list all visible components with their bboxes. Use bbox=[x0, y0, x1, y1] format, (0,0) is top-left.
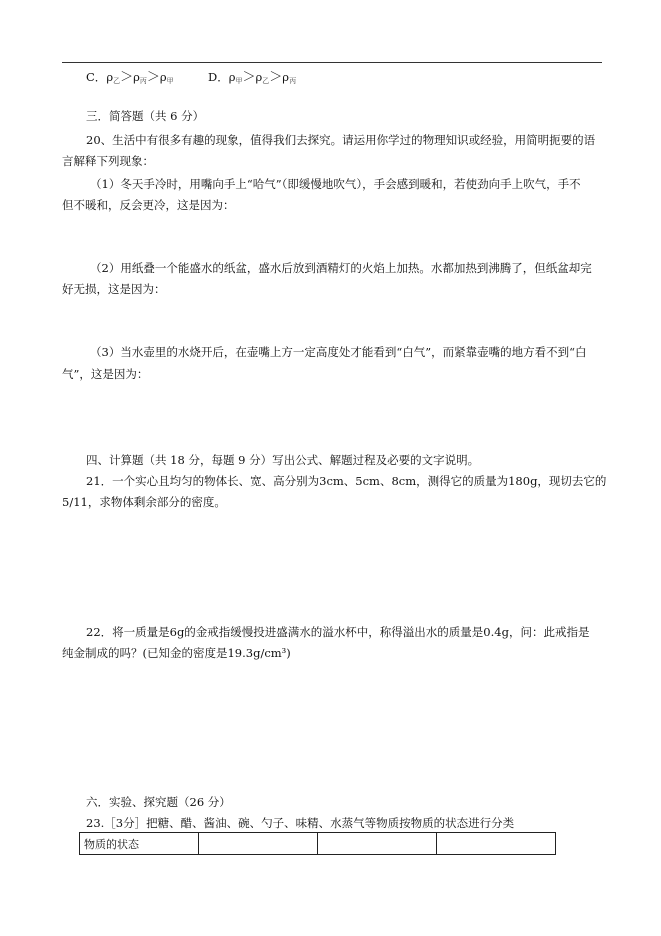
q20-part2-line1: （2）用纸叠一个能盛水的纸盆，盛水后放到酒精灯的火焰上加热。水都加热到沸腾了，但纸盆却完 bbox=[90, 261, 592, 275]
q23-text: 23.［3分］把糖、醋、酱油、碗、勺子、味精、水蒸气等物质按物质的状态进行分类 bbox=[86, 816, 515, 830]
q20-part3-line1: （3）当水壶里的水烧开后，在壶嘴上方一定高度处才能看到“白气”，而紧靠壶嘴的地方看不到“白 bbox=[90, 345, 587, 359]
section4-heading: 四、计算题（共 18 分，每题 9 分）写出公式、解题过程及必要的文字说明。 bbox=[86, 453, 480, 467]
q22-line1: 22．将一质量是6g的金戒指缓慢投进盛满水的溢水杯中，称得溢出水的质量是0.4g，问：此戒指是 bbox=[86, 625, 590, 639]
q20-part2-line2: 好无损，这是因为： bbox=[62, 282, 166, 296]
table-header-cell: 物质的状态 bbox=[80, 833, 199, 855]
q21-line2: 5/11，求物体剩余部分的密度。 bbox=[62, 495, 226, 509]
q20-line1: 20、生活中有很多有趣的现象，值得我们去探究。请运用你学过的物理知识或经验，用简明扼要的语 bbox=[86, 133, 596, 147]
option-c: C．$\rho_乙>\rho_丙>\rho_甲$ bbox=[86, 70, 174, 85]
q20-part1-line1: （1）冬天手冷时，用嘴向手上“哈气”（即缓慢地吹气），手会感到暖和，若使劲向手上吹气，手不 bbox=[90, 177, 581, 191]
answer-cell[interactable] bbox=[199, 833, 318, 855]
q20-part3-line2: 气”，这是因为： bbox=[62, 367, 149, 381]
q21-line1: 21．一个实心且均匀的物体长、宽、高分别为3cm、5cm、8cm，测得它的质量为180g，现切去它的 bbox=[86, 474, 607, 488]
state-classification-table bbox=[79, 832, 556, 855]
option-d: D．$\rho_甲>\rho_乙>\rho_丙$ bbox=[208, 70, 297, 85]
section3-heading: 三．简答题（共 6 分） bbox=[86, 109, 205, 123]
q22-line2: 纯金制成的吗？(已知金的密度是19.3g/cm³) bbox=[62, 646, 291, 660]
table-row bbox=[80, 833, 556, 855]
section6-heading: 六．实验、探究题（26 分） bbox=[86, 795, 231, 809]
answer-cell[interactable] bbox=[437, 833, 556, 855]
answer-cell[interactable] bbox=[318, 833, 437, 855]
q20-line2: 言解释下列现象： bbox=[62, 154, 154, 168]
top-rule bbox=[62, 62, 602, 63]
q20-part1-line2: 但不暖和，反会更冷，这是因为： bbox=[62, 198, 235, 212]
